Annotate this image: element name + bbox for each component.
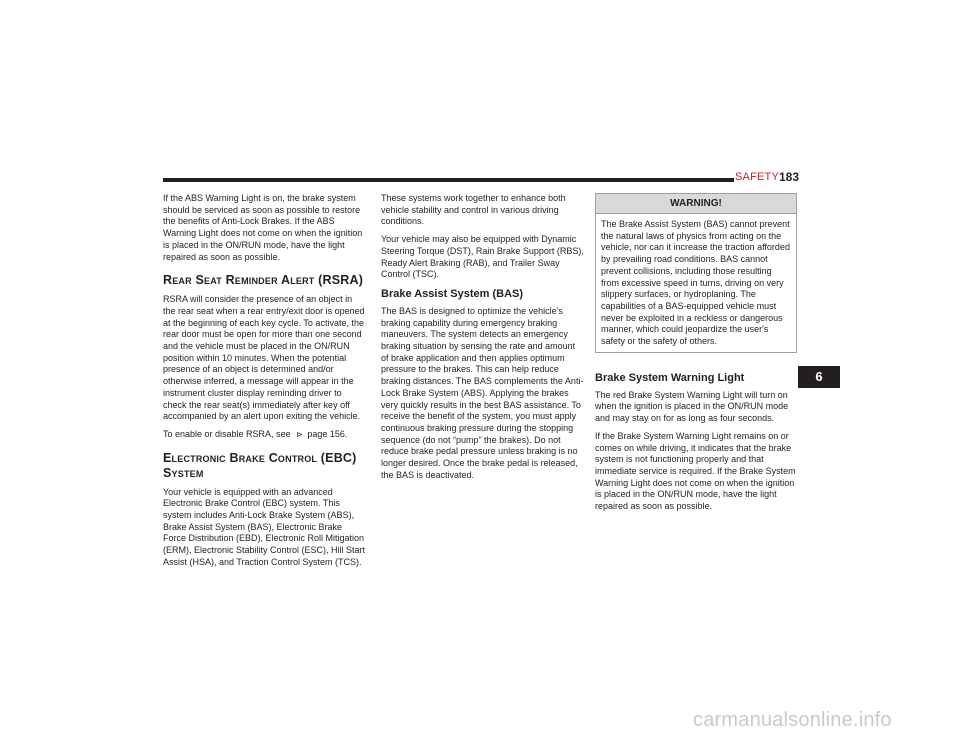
- bswl-paragraph-2: If the Brake System Warning Light remains on or comes on while driving, it indicates that the brake system is not functioning properly and that immediate service is required. If the Brake System Warning Light does not come on when the ignition is placed in the ON/RUN mode, have the light repaired as soon as possible.: [595, 430, 796, 512]
- abs-intro-paragraph: If the ABS Warning Light is on, the brake system should be serviced as soon as possible to restore the benefits of Anti-Lock Brakes. If the ABS Warning Light does not come on when the ignition is placed in the ON/RUN mode, have the light repaired as soon as possible.: [163, 193, 363, 262]
- rsra-reference-link[interactable]: page 156.: [307, 428, 348, 439]
- ebc-heading-line2: System: [163, 465, 204, 480]
- brake-system-warning-light-heading: Brake System Warning Light: [595, 371, 745, 384]
- page-number: 183: [779, 170, 800, 184]
- header-rule: [163, 178, 734, 182]
- section-title: SAFETY: [735, 171, 779, 183]
- rsra-heading: Rear Seat Reminder Alert (RSRA): [163, 273, 364, 288]
- column-left: [163, 193, 366, 575]
- bswl-paragraph-1: The red Brake System Warning Light will turn on when the ignition is placed in the ON/RUN mode and may stay on for as long as four seconds.: [595, 389, 789, 424]
- ebc-heading-line1: Electronic Brake Control (EBC): [163, 450, 357, 465]
- column-middle: [381, 193, 584, 487]
- rsra-reference-text: To enable or disable RSRA, see: [163, 428, 291, 439]
- warning-title: WARNING!: [596, 194, 796, 214]
- warning-text: The Brake Assist System (BAS) cannot prevent the natural laws of physics from acting on the vehicle, nor can it increase the traction afforded by prevailing road conditions. BAS cannot prevent collisions, including those resulting from excessive speed in turns, driving on very slippery surfaces, or hydroplaning. The capabilities of a BAS-equipped vehicle must never be exploited in a reckless or dangerous manner, which could jeopardize the user's safety or the safety of others.: [601, 219, 790, 347]
- column-right: [595, 193, 797, 519]
- rsra-reference: [163, 429, 366, 441]
- rsra-paragraph: RSRA will consider the presence of an object in the rear seat when a rear entry/exit door is opened at the beginning of each key cycle. To activate, the rear door must be open for more than one second and the vehicle must be placed in the ON/RUN position within 10 minutes. When the potential presence of an object is determined and/or otherwise inferred, a message will appear in the instrument cluster display reminding driver to check the rear seat(s) immediately after key off accompanied by an alert upon exiting the vehicle.: [163, 294, 365, 422]
- page-reference-arrow-icon: ⊳: [296, 429, 303, 439]
- warning-body: [596, 214, 796, 352]
- chapter-tab: 6: [798, 366, 840, 388]
- warning-box: [595, 193, 797, 353]
- watermark: carmanualsonline.info: [693, 709, 892, 731]
- ebc-heading: [163, 451, 366, 481]
- optional-systems-paragraph: Your vehicle may also be equipped with Dynamic Steering Torque (DST), Rain Brake Support (RBS), Ready Alert Braking (RAB), and Trailer Sway Control (TSC).: [381, 234, 584, 280]
- bas-heading: Brake Assist System (BAS): [381, 287, 524, 300]
- bas-paragraph: The BAS is designed to optimize the vehicle’s braking capability during emergency braking maneuvers. The system detects an emergency braking situation by sensing the rate and amount of brake application and then applies optimum pressure to the brakes. This can help reduce braking distances. The BAS complements the Anti-Lock Brake System (ABS). Applying the brakes very quickly results in the best BAS assistance. To receive the benefit of the system, you must apply continuous braking pressure during the stopping sequence (do not “pump” the brakes). Do not reduce brake pedal pressure unless braking is no longer desired. Once the brake pedal is released, the BAS is deactivated.: [381, 305, 584, 480]
- systems-paragraph: These systems work together to enhance both vehicle stability and control in various driving conditions.: [381, 193, 566, 227]
- ebc-paragraph: Your vehicle is equipped with an advanced Electronic Brake Control (EBC) system. This system includes Anti-Lock Brake System (ABS), Brake Assist System (BAS), Electronic Brake Force Distribution (EBD), Electronic Roll Mitigation (ERM), Electronic Stability Control (ESC), Hill Start Assist (HSA), and Traction Control System (TCS).: [163, 486, 366, 567]
